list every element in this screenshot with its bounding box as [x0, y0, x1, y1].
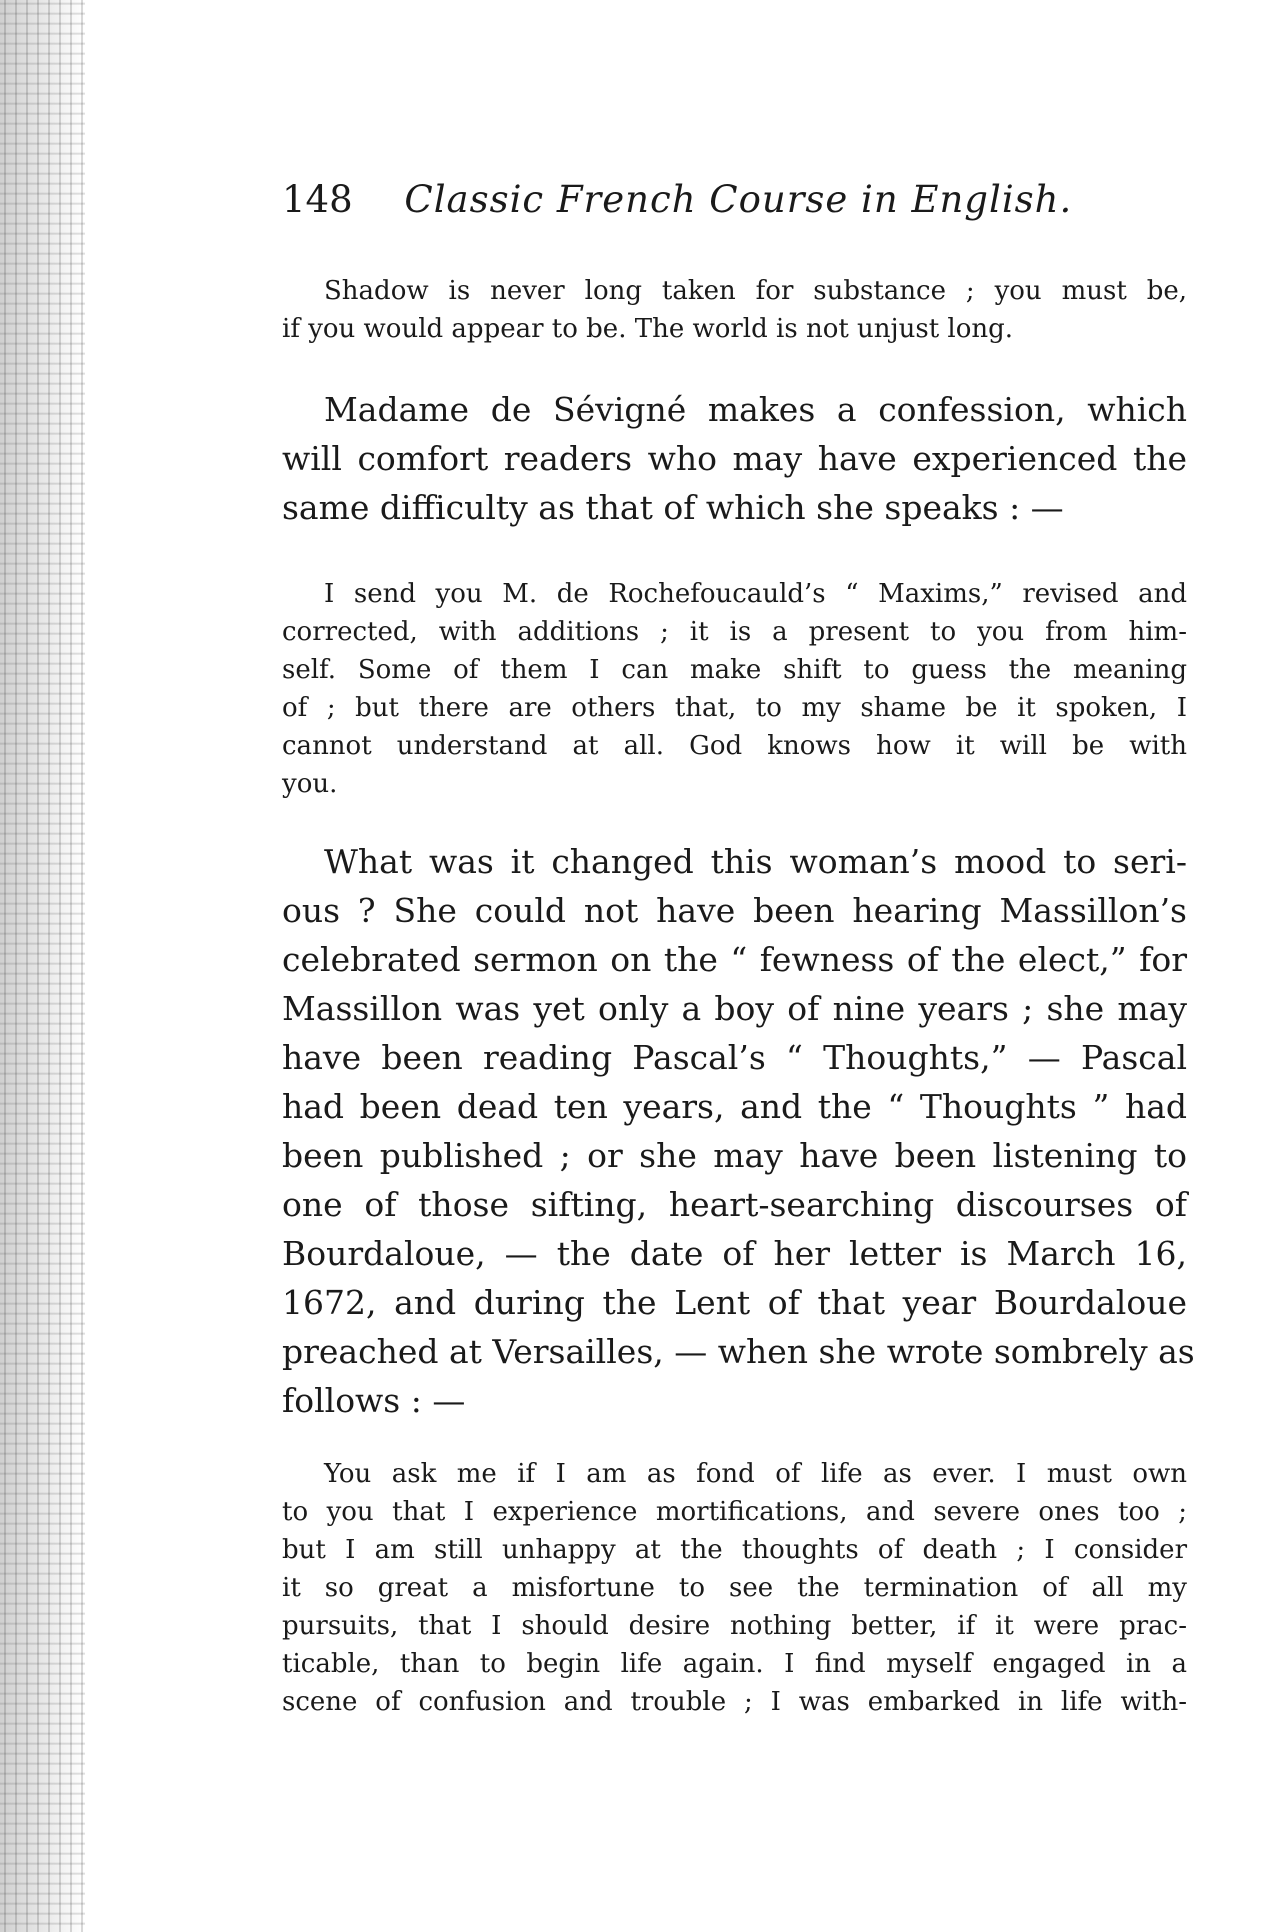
running-title: Classic French Course in English.: [404, 178, 1073, 221]
quotation-life: [282, 1455, 1187, 1721]
quotation-maxims: [282, 575, 1187, 803]
text-line: pursuits, that I should desire nothing better, if it were prac-: [282, 1611, 1187, 1641]
running-head: [282, 178, 1082, 222]
text-line: if you would appear to be. The world is not unjust long.: [282, 314, 1014, 344]
text-line: Bourdaloue, — the date of her letter is March 16,: [282, 1234, 1187, 1273]
text-line: same difficulty as that of which she speaks : —: [282, 488, 1064, 527]
paragraph-confession: [282, 385, 1187, 532]
text-line: celebrated sermon on the “ fewness of the elect,” for: [282, 940, 1187, 979]
text-line: of ; but there are others that, to my shame be it spoken, I: [282, 693, 1187, 723]
text-line: Madame de Sévigné makes a confession, which: [324, 390, 1187, 429]
text-line: cannot understand at all. God knows how it will be with: [282, 731, 1187, 761]
text-line: Massillon was yet only a boy of nine years ; she may: [282, 989, 1187, 1028]
text-line: What was it changed this woman’s mood to seri-: [324, 842, 1187, 881]
text-line: will comfort readers who may have experienced the: [282, 439, 1187, 478]
text-line: to you that I experience mortifications, and severe ones too ;: [282, 1497, 1187, 1527]
text-line: follows : —: [282, 1381, 466, 1420]
text-line: 1672, and during the Lent of that year Bourdaloue: [282, 1283, 1187, 1322]
text-line: but I am still unhappy at the thoughts of death ; I consider: [282, 1535, 1187, 1565]
text-line: you.: [282, 769, 338, 799]
text-line: had been dead ten years, and the “ Thoughts ” had: [282, 1087, 1187, 1126]
quotation-shadow: [282, 272, 1187, 348]
text-line: Shadow is never long taken for substance ; you must be,: [324, 276, 1187, 306]
text-line: it so great a misfortune to see the termination of all my: [282, 1573, 1187, 1603]
paragraph-mood: [282, 837, 1195, 1425]
text-line: preached at Versailles, — when she wrote sombrely as: [282, 1332, 1195, 1371]
text-line: You ask me if I am as fond of life as ever. I must own: [324, 1459, 1187, 1489]
text-line: one of those sifting, heart-searching discourses of: [282, 1185, 1187, 1224]
text-line: I send you M. de Rochefoucauld’s “ Maxims,” revised and: [324, 579, 1187, 609]
page-number: 148: [282, 178, 353, 221]
text-line: been published ; or she may have been listening to: [282, 1136, 1187, 1175]
text-line: ticable, than to begin life again. I find myself engaged in a: [282, 1649, 1187, 1679]
text-line: corrected, with additions ; it is a present to you from him-: [282, 617, 1187, 647]
text-line: ous ? She could not have been hearing Massillon’s: [282, 891, 1187, 930]
text-line: have been reading Pascal’s “ Thoughts,” — Pascal: [282, 1038, 1187, 1077]
text-line: scene of confusion and trouble ; I was embarked in life with-: [282, 1687, 1187, 1717]
scanned-binding-edge: [0, 0, 85, 1932]
text-line: self. Some of them I can make shift to guess the meaning: [282, 655, 1187, 685]
